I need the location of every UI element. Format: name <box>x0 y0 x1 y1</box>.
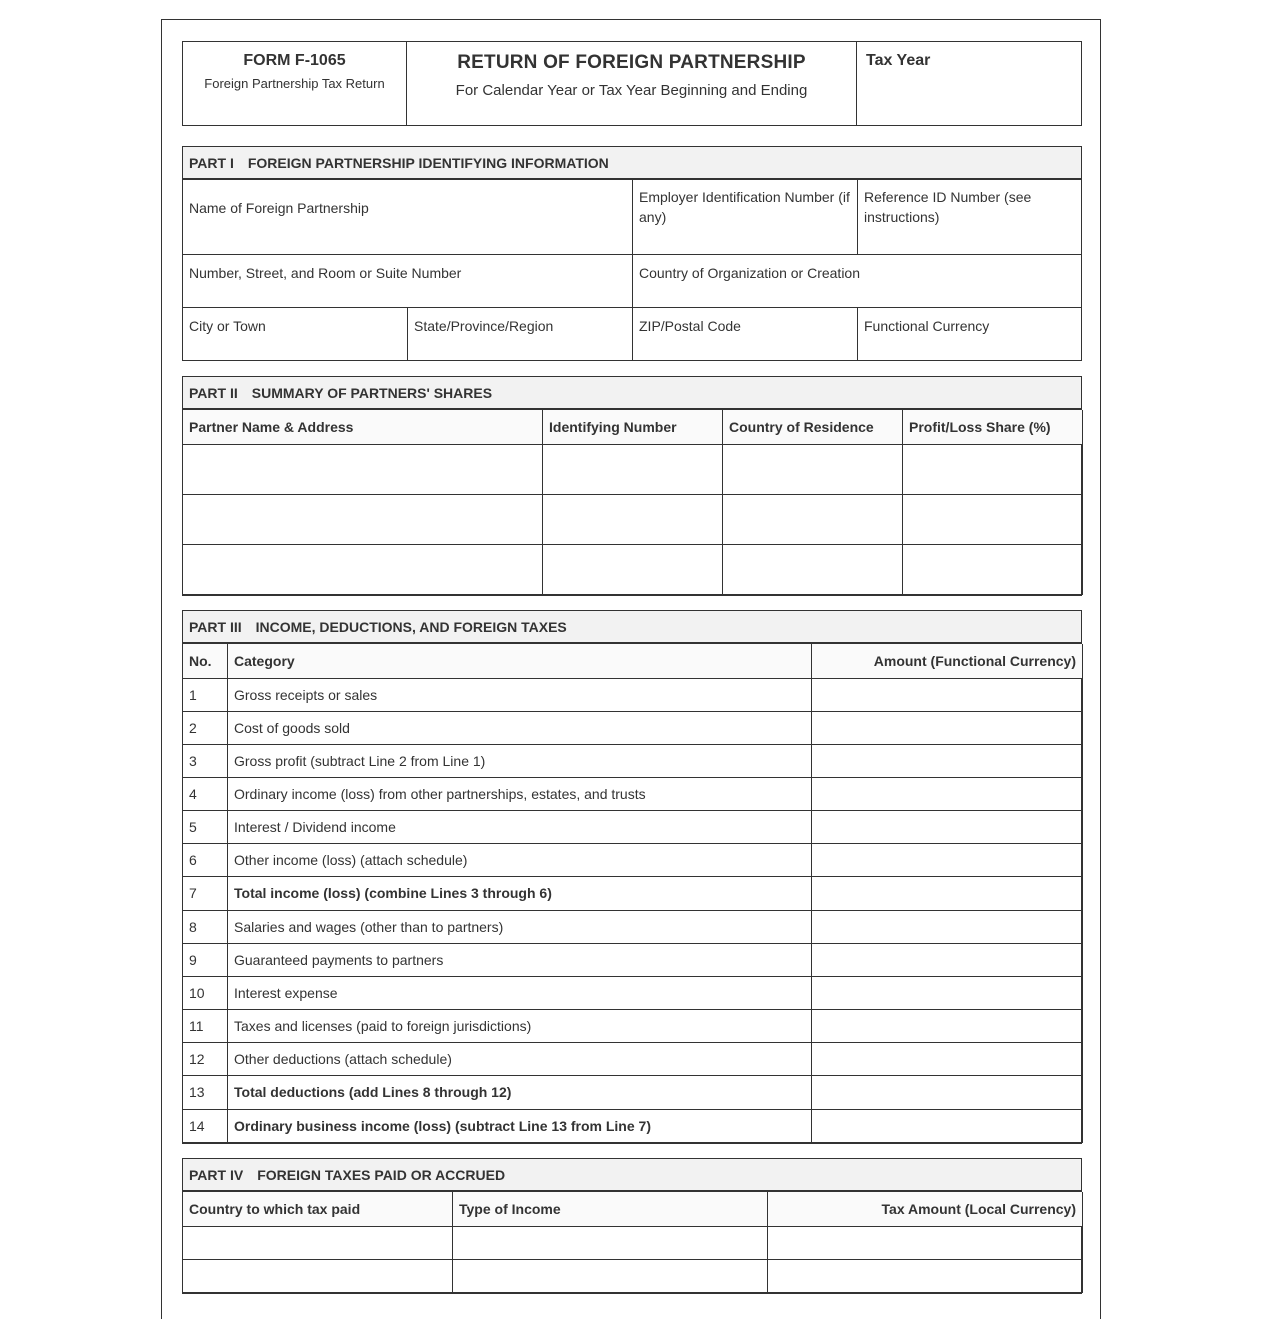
city-field[interactable] <box>183 307 407 360</box>
income-header-row <box>183 644 1083 678</box>
income-line-4 <box>183 777 1083 810</box>
partner-id-cell[interactable] <box>543 544 723 594</box>
part4-label: PART IV <box>189 1167 244 1183</box>
partner-country-cell[interactable] <box>723 544 903 594</box>
line-amount-input[interactable] <box>812 976 1083 1009</box>
part1-section <box>182 146 1082 361</box>
income-line-12 <box>183 1042 1083 1075</box>
income-line-14 <box>183 1109 1083 1142</box>
income-type-cell[interactable] <box>453 1226 768 1259</box>
tax-year-field[interactable] <box>857 42 1081 125</box>
line-number: 9 <box>183 943 228 976</box>
partner-row <box>183 444 1083 494</box>
col-partner-name: Partner Name & Address <box>183 410 543 444</box>
country-of-organization-field[interactable] <box>632 254 1081 307</box>
income-line-6 <box>183 843 1083 876</box>
part1-heading <box>183 147 1081 180</box>
line-number: 11 <box>183 1009 228 1042</box>
city-label: City or Town <box>189 318 266 334</box>
street-address-field[interactable] <box>183 254 632 307</box>
line-amount-input[interactable] <box>812 843 1083 876</box>
part4-section <box>182 1158 1082 1294</box>
partner-name-cell[interactable] <box>183 544 543 594</box>
part4-title: FOREIGN TAXES PAID OR ACCRUED <box>257 1167 506 1183</box>
line-category: Other deductions (attach schedule) <box>228 1042 812 1075</box>
state-field[interactable] <box>407 307 632 360</box>
partner-share-cell[interactable] <box>903 444 1083 494</box>
line-amount-input[interactable] <box>812 744 1083 777</box>
line-amount-input[interactable] <box>812 810 1083 843</box>
tax-amount-cell[interactable] <box>768 1259 1083 1292</box>
col-profit-loss-share: Profit/Loss Share (%) <box>903 410 1083 444</box>
income-line-7 <box>183 876 1083 910</box>
line-number: 13 <box>183 1075 228 1109</box>
foreign-tax-row <box>183 1226 1083 1259</box>
part3-title: INCOME, DEDUCTIONS, AND FOREIGN TAXES <box>255 619 567 635</box>
income-type-cell[interactable] <box>453 1259 768 1292</box>
street-address-label: Number, Street, and Room or Suite Number <box>189 265 462 281</box>
income-line-11 <box>183 1009 1083 1042</box>
col-type-of-income: Type of Income <box>453 1192 768 1226</box>
line-category: Cost of goods sold <box>228 711 812 744</box>
col-identifying-number: Identifying Number <box>543 410 723 444</box>
zip-field[interactable] <box>632 307 857 360</box>
state-label: State/Province/Region <box>414 318 554 334</box>
partner-country-cell[interactable] <box>723 444 903 494</box>
partners-table <box>182 410 1083 595</box>
part1-title: FOREIGN PARTNERSHIP IDENTIFYING INFORMATION <box>247 155 609 171</box>
line-category: Total income (loss) (combine Lines 3 through 6) <box>228 876 812 910</box>
foreign-taxes-header-row <box>183 1192 1083 1226</box>
col-amount: Amount (Functional Currency) <box>812 644 1083 678</box>
line-category: Taxes and licenses (paid to foreign jurisdictions) <box>228 1009 812 1042</box>
form-title: RETURN OF FOREIGN PARTNERSHIP <box>457 52 806 73</box>
line-amount-input[interactable] <box>812 943 1083 976</box>
line-category: Gross receipts or sales <box>228 678 812 711</box>
col-tax-amount: Tax Amount (Local Currency) <box>768 1192 1083 1226</box>
partner-id-cell[interactable] <box>543 444 723 494</box>
form-header <box>182 41 1082 126</box>
col-country-tax-paid: Country to which tax paid <box>183 1192 453 1226</box>
line-amount-input[interactable] <box>812 876 1083 910</box>
part2-label: PART II <box>189 385 238 401</box>
partners-header-row <box>183 410 1083 444</box>
form-subtitle: Foreign Partnership Tax Return <box>204 76 385 91</box>
line-amount-input[interactable] <box>812 1075 1083 1109</box>
part2-section <box>182 376 1082 596</box>
partnership-name-label: Name of Foreign Partnership <box>189 200 369 216</box>
income-line-9 <box>183 943 1083 976</box>
line-number: 1 <box>183 678 228 711</box>
zip-label: ZIP/Postal Code <box>639 318 741 334</box>
partner-id-cell[interactable] <box>543 494 723 544</box>
income-line-5 <box>183 810 1083 843</box>
partnership-name-field[interactable] <box>183 180 632 254</box>
line-number: 14 <box>183 1109 228 1142</box>
ein-label: Employer Identification Number (if any) <box>639 189 850 225</box>
tax-year-label: Tax Year <box>866 52 931 69</box>
form-page <box>161 19 1101 1319</box>
line-number: 12 <box>183 1042 228 1075</box>
part4-heading <box>183 1159 1081 1192</box>
line-amount-input[interactable] <box>812 910 1083 943</box>
line-number: 7 <box>183 876 228 910</box>
reference-id-label: Reference ID Number (see instructions) <box>864 189 1032 225</box>
line-number: 8 <box>183 910 228 943</box>
income-line-13 <box>183 1075 1083 1109</box>
functional-currency-field[interactable] <box>857 307 1081 360</box>
tax-amount-cell[interactable] <box>768 1226 1083 1259</box>
partner-share-cell[interactable] <box>903 544 1083 594</box>
partner-row <box>183 544 1083 594</box>
line-category: Ordinary business income (loss) (subtract Line 13 from Line 7) <box>228 1109 812 1142</box>
part2-title: SUMMARY OF PARTNERS' SHARES <box>251 385 493 401</box>
line-number: 5 <box>183 810 228 843</box>
col-line-number: No. <box>183 644 228 678</box>
reference-id-field[interactable] <box>857 180 1081 254</box>
partner-name-cell[interactable] <box>183 494 543 544</box>
line-category: Interest expense <box>228 976 812 1009</box>
partner-country-cell[interactable] <box>723 494 903 544</box>
ein-field[interactable] <box>632 180 857 254</box>
country-cell[interactable] <box>183 1259 453 1292</box>
functional-currency-label: Functional Currency <box>864 318 990 334</box>
partner-row <box>183 494 1083 544</box>
line-amount-input[interactable] <box>812 1109 1083 1142</box>
line-amount-input[interactable] <box>812 1042 1083 1075</box>
col-category: Category <box>228 644 812 678</box>
foreign-tax-row <box>183 1259 1083 1292</box>
line-amount-input[interactable] <box>812 1009 1083 1042</box>
partner-name-cell[interactable] <box>183 444 543 494</box>
part2-heading <box>183 377 1081 410</box>
partner-share-cell[interactable] <box>903 494 1083 544</box>
line-category: Interest / Dividend income <box>228 810 812 843</box>
line-category: Guaranteed payments to partners <box>228 943 812 976</box>
form-number: FORM F-1065 <box>243 52 346 69</box>
line-number: 6 <box>183 843 228 876</box>
form-title-block <box>407 42 857 125</box>
income-line-1 <box>183 678 1083 711</box>
line-amount-input[interactable] <box>812 678 1083 711</box>
country-of-organization-label: Country of Organization or Creation <box>639 265 860 281</box>
part1-label: PART I <box>189 155 234 171</box>
income-line-3 <box>183 744 1083 777</box>
part3-section <box>182 610 1082 1144</box>
line-category: Ordinary income (loss) from other partnerships, estates, and trusts <box>228 777 812 810</box>
country-cell[interactable] <box>183 1226 453 1259</box>
line-category: Gross profit (subtract Line 2 from Line 1) <box>228 744 812 777</box>
part3-heading <box>183 611 1081 644</box>
line-number: 4 <box>183 777 228 810</box>
income-line-2 <box>183 711 1083 744</box>
part3-label: PART III <box>189 619 242 635</box>
line-number: 10 <box>183 976 228 1009</box>
income-line-10 <box>183 976 1083 1009</box>
line-amount-input[interactable] <box>812 711 1083 744</box>
line-category: Total deductions (add Lines 8 through 12) <box>228 1075 812 1109</box>
col-country-of-residence: Country of Residence <box>723 410 903 444</box>
line-category: Other income (loss) (attach schedule) <box>228 843 812 876</box>
form-id-block <box>183 42 407 125</box>
line-amount-input[interactable] <box>812 777 1083 810</box>
income-table <box>182 644 1083 1143</box>
form-period: For Calendar Year or Tax Year Beginning and Ending <box>455 82 808 99</box>
foreign-taxes-table <box>182 1192 1083 1293</box>
line-number: 2 <box>183 711 228 744</box>
income-line-8 <box>183 910 1083 943</box>
line-category: Salaries and wages (other than to partners) <box>228 910 812 943</box>
line-number: 3 <box>183 744 228 777</box>
